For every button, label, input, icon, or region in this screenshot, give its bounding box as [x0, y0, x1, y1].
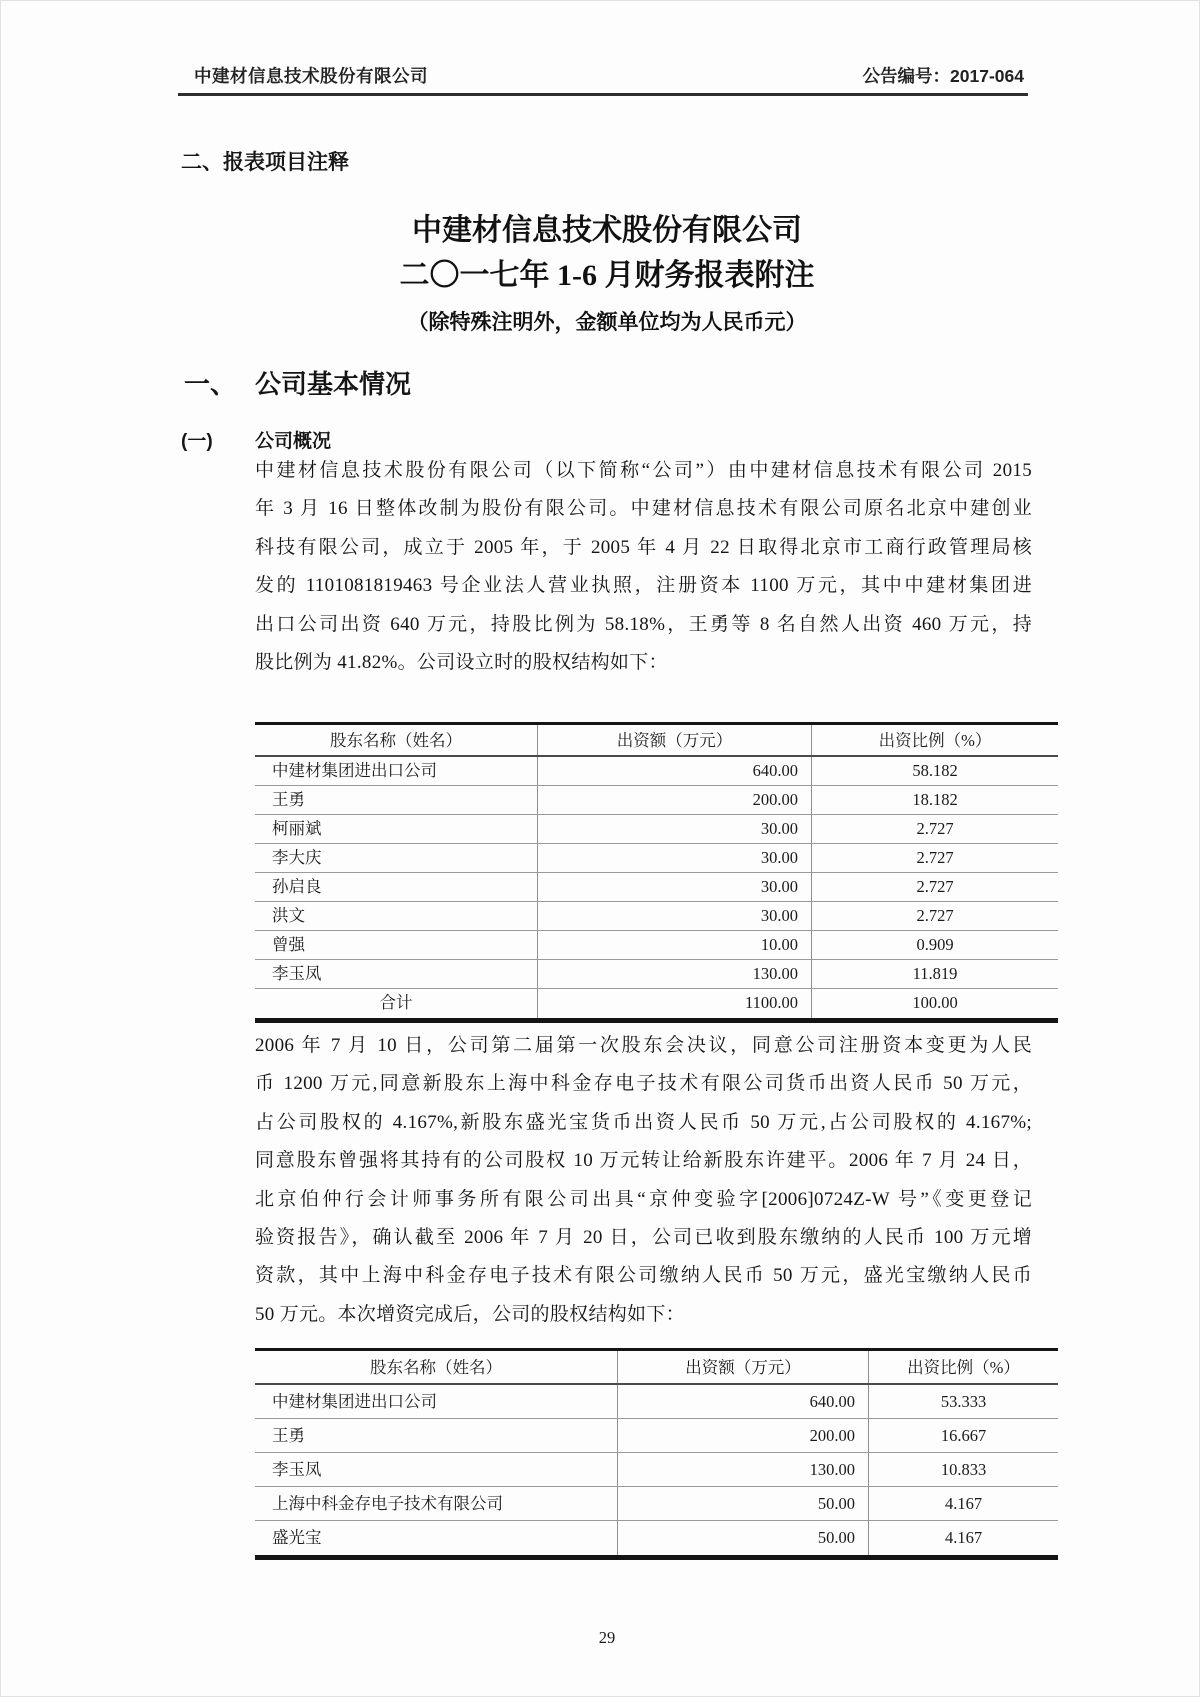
table-row — [255, 1487, 1058, 1521]
cell-total-ratio: 100.00 — [811, 989, 1058, 1018]
table-row — [255, 873, 1058, 902]
document-title — [7, 208, 1200, 342]
cell-ratio: 11.819 — [811, 960, 1058, 988]
notes-section-heading: 二、报表项目注释 — [181, 151, 349, 174]
header-notice-number: 公告编号：2017-064 — [862, 66, 1024, 86]
table-row — [255, 1521, 1058, 1555]
cell-amount: 30.00 — [537, 902, 811, 930]
cell-shareholder-name: 孙启良 — [272, 877, 322, 896]
table-row — [255, 815, 1058, 844]
cell-shareholder-name: 柯丽斌 — [272, 819, 322, 838]
cell-shareholder-name: 曾强 — [272, 935, 305, 954]
cell-shareholder-name: 中建材集团进出口公司 — [272, 1392, 437, 1411]
table-row — [255, 1453, 1058, 1487]
section-marker: 一、 — [184, 369, 237, 399]
cell-amount: 30.00 — [537, 844, 811, 872]
cell-shareholder-name: 李玉凤 — [272, 1460, 322, 1479]
paragraph-line: 占公司股权的 4.167%,新股东盛光宝货币出资人民币 50 万元,占公司股权的 4.167%; — [255, 1111, 1032, 1133]
cell-amount: 130.00 — [537, 960, 811, 988]
cell-total-label: 合计 — [379, 993, 413, 1012]
cell-ratio: 53.333 — [868, 1385, 1058, 1418]
col-header-amount: 出资额（万元） — [537, 725, 811, 755]
cell-amount: 50.00 — [617, 1487, 868, 1520]
section-basic-info-heading — [184, 364, 411, 401]
col-header-ratio: 出资比例（%） — [811, 725, 1058, 755]
cell-ratio: 2.727 — [811, 873, 1058, 901]
col-header-ratio: 出资比例（%） — [868, 1351, 1058, 1383]
table-body — [255, 757, 1058, 989]
col-header-shareholder: 股东名称（姓名） — [330, 731, 462, 750]
table-header-row — [255, 725, 1058, 757]
cell-shareholder-name: 上海中科金存电子技术有限公司 — [272, 1494, 503, 1513]
paragraph-line: 验资报告》，确认截至 2006 年 7 月 20 日，公司已收到股东缴纳的人民币 100 万元增 — [255, 1226, 1032, 1248]
cell-ratio: 16.667 — [868, 1419, 1058, 1452]
paragraph-line: 发的 1101081819463 号企业法人营业执照，注册资本 1100 万元，其中中建材集团进 — [255, 575, 1032, 597]
cell-amount: 640.00 — [537, 757, 811, 785]
col-header-shareholder: 股东名称（姓名） — [370, 1358, 502, 1377]
col-header-amount: 出资额（万元） — [617, 1351, 868, 1383]
paragraph-line: 年 3 月 16 日整体改制为股份有限公司。中建材信息技术有限公司原名北京中建创业 — [255, 498, 1032, 520]
paragraph-line: 同意股东曾强将其持有的公司股权 10 万元转让给新股东许建平。2006 年 7 月 24 日， — [255, 1150, 1032, 1172]
shareholding-table-initial — [255, 722, 1058, 1023]
table-row — [255, 1385, 1058, 1419]
table-row — [255, 1419, 1058, 1453]
paragraph-capital-increase — [255, 1027, 1032, 1334]
subsection-company-overview-heading — [181, 426, 331, 453]
paragraph-line: 中建材信息技术股份有限公司（以下简称“公司”）由中建材信息技术有限公司 2015 — [255, 460, 1032, 481]
cell-ratio: 2.727 — [811, 815, 1058, 843]
table-row — [255, 786, 1058, 815]
cell-amount: 30.00 — [537, 873, 811, 901]
section-title: 公司基本情况 — [255, 369, 412, 399]
cell-shareholder-name: 中建材集团进出口公司 — [272, 761, 437, 780]
cell-ratio: 18.182 — [811, 786, 1058, 814]
table-row — [255, 931, 1058, 960]
paragraph-line: 2006 年 7 月 10 日，公司第二届第一次股东会决议，同意公司注册资本变更为人民 — [255, 1035, 1032, 1056]
cell-ratio: 10.833 — [868, 1453, 1058, 1486]
header-rule — [178, 93, 1028, 96]
table-total-row — [255, 989, 1058, 1018]
cell-ratio: 0.909 — [811, 931, 1058, 959]
cell-shareholder-name: 王勇 — [272, 1426, 305, 1445]
shareholding-table-after-increase — [255, 1348, 1058, 1560]
paragraph-line: 股比例为 41.82%。公司设立时的股权结构如下： — [255, 651, 668, 673]
paragraph-company-overview — [255, 452, 1032, 682]
cell-shareholder-name: 王勇 — [272, 790, 305, 809]
cell-amount: 640.00 — [617, 1385, 868, 1418]
paragraph-line: 币 1200 万元,同意新股东上海中科金存电子技术有限公司货币出资人民币 50 万元， — [255, 1073, 1032, 1095]
cell-shareholder-name: 李大庆 — [272, 848, 322, 867]
cell-shareholder-name: 李玉凤 — [272, 964, 322, 983]
paragraph-line: 资款，其中上海中科金存电子技术有限公司缴纳人民币 50 万元，盛光宝缴纳人民币 — [255, 1265, 1032, 1287]
subsection-marker: (一) — [181, 431, 213, 452]
cell-shareholder-name: 盛光宝 — [272, 1528, 322, 1547]
title-currency-note: （除特殊注明外，金额单位均为人民币元） — [407, 310, 807, 334]
cell-ratio: 4.167 — [868, 1521, 1058, 1555]
table-row — [255, 902, 1058, 931]
table-row — [255, 844, 1058, 873]
cell-amount: 200.00 — [537, 786, 811, 814]
cell-ratio: 2.727 — [811, 902, 1058, 930]
cell-ratio: 58.182 — [811, 757, 1058, 785]
title-period-line: 二〇一七年 1-6 月财务报表附注 — [399, 259, 815, 292]
paragraph-line: 出口公司出资 640 万元，持股比例为 58.18%，王勇等 8 名自然人出资 460 万元，持 — [255, 613, 1032, 635]
cell-total-amount: 1100.00 — [537, 989, 811, 1018]
cell-shareholder-name: 洪文 — [272, 906, 305, 925]
cell-amount: 130.00 — [617, 1453, 868, 1486]
table-body — [255, 1385, 1058, 1555]
subsection-title: 公司概况 — [255, 431, 332, 452]
cell-amount: 30.00 — [537, 815, 811, 843]
table-header-row — [255, 1351, 1058, 1385]
cell-amount: 200.00 — [617, 1419, 868, 1452]
cell-ratio: 2.727 — [811, 844, 1058, 872]
paragraph-line: 科技有限公司，成立于 2005 年，于 2005 年 4 月 22 日取得北京市工商行政管理局核 — [255, 536, 1032, 558]
page-number: 29 — [598, 1628, 616, 1647]
cell-amount: 50.00 — [617, 1521, 868, 1555]
paragraph-line: 50 万元。本次增资完成后，公司的股权结构如下： — [255, 1303, 685, 1325]
cell-ratio: 4.167 — [868, 1487, 1058, 1520]
cell-amount: 10.00 — [537, 931, 811, 959]
table-row — [255, 757, 1058, 786]
paragraph-line: 北京伯仲行会计师事务所有限公司出具“京仲变验字[2006]0724Z-W 号”《变更登记 — [255, 1188, 1032, 1210]
title-company-line: 中建材信息技术股份有限公司 — [412, 214, 802, 247]
header-company-name: 中建材信息技术股份有限公司 — [194, 66, 428, 86]
table-row — [255, 960, 1058, 989]
